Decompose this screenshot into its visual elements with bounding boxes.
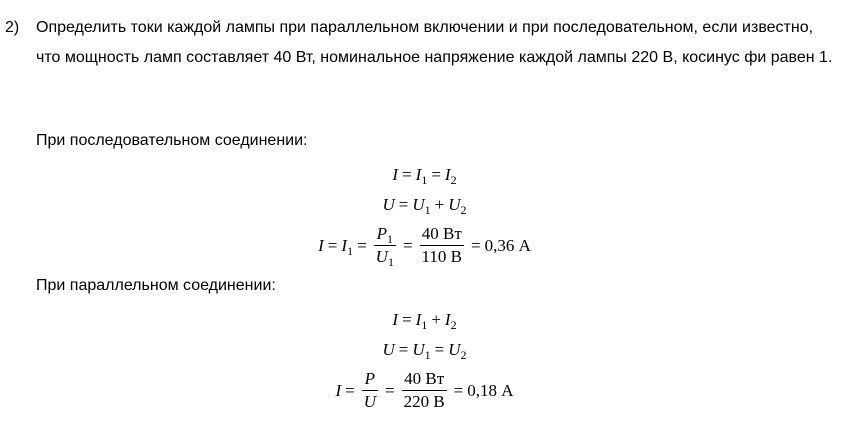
var-i: I — [392, 165, 399, 184]
var-u1: $U_1$ — [412, 340, 431, 362]
parallel-equation-current — [0, 310, 849, 330]
plus-sign: + — [434, 195, 445, 214]
equals-sign: = — [402, 310, 412, 329]
series-heading: При последовательном соединении: — [36, 132, 308, 149]
var-i1: $I_1$ — [415, 310, 428, 332]
fraction-p-u: $\frac{P}{U}$ — [363, 369, 376, 411]
var-i1: $I_1$ — [341, 235, 354, 258]
equals-sign: = — [327, 235, 338, 255]
fraction-values: $\frac{40 Вт}{110 В}$ — [421, 224, 462, 266]
equals-sign: = — [345, 380, 355, 400]
problem-text: Определить токи каждой лампы при параллельном включении и при последовательном, если известно, что мощность ламп составляет 40 Вт, номинальное напряжение каждой лампы 220 В, косинус фи равен 1. — [36, 19, 833, 66]
equals-sign: = — [402, 235, 413, 255]
var-u2: $U_2$ — [448, 195, 467, 217]
equals-sign: = — [471, 235, 481, 255]
plus-sign: + — [431, 310, 441, 329]
equals-sign: = — [384, 380, 395, 400]
parallel-equation-result — [0, 370, 849, 411]
var-i: I — [318, 235, 324, 255]
series-equation-voltage — [0, 195, 849, 215]
result-value: 0,36 А — [484, 235, 531, 255]
fraction-p1-u1: $\frac{P_1}{U_1}$ — [375, 224, 394, 269]
series-equation-current — [0, 165, 849, 185]
problem-number: 2) — [5, 19, 20, 36]
equals-sign: = — [398, 340, 409, 359]
result-value: 0,18 А — [467, 380, 514, 400]
equals-sign: = — [453, 380, 464, 400]
var-i: I — [335, 380, 342, 400]
fraction-values: $\frac{40 Вт}{220 В}$ — [403, 369, 445, 411]
var-u: U — [382, 340, 395, 359]
series-equation-result — [0, 224, 849, 269]
equals-sign: = — [434, 340, 445, 359]
var-u2: $U_2$ — [448, 340, 467, 362]
equals-sign: = — [402, 165, 412, 184]
equals-sign: = — [398, 195, 409, 214]
equals-sign: = — [431, 165, 441, 184]
var-i: I — [392, 310, 399, 329]
parallel-equation-voltage — [0, 340, 849, 360]
var-i2: $I_2$ — [444, 165, 457, 187]
parallel-heading: При параллельном соединении: — [36, 277, 276, 294]
var-i1: $I_1$ — [415, 165, 428, 187]
var-u: U — [382, 195, 395, 214]
var-u1: $U_1$ — [412, 195, 431, 217]
var-i2: $I_2$ — [444, 310, 457, 332]
equals-sign: = — [357, 235, 367, 255]
